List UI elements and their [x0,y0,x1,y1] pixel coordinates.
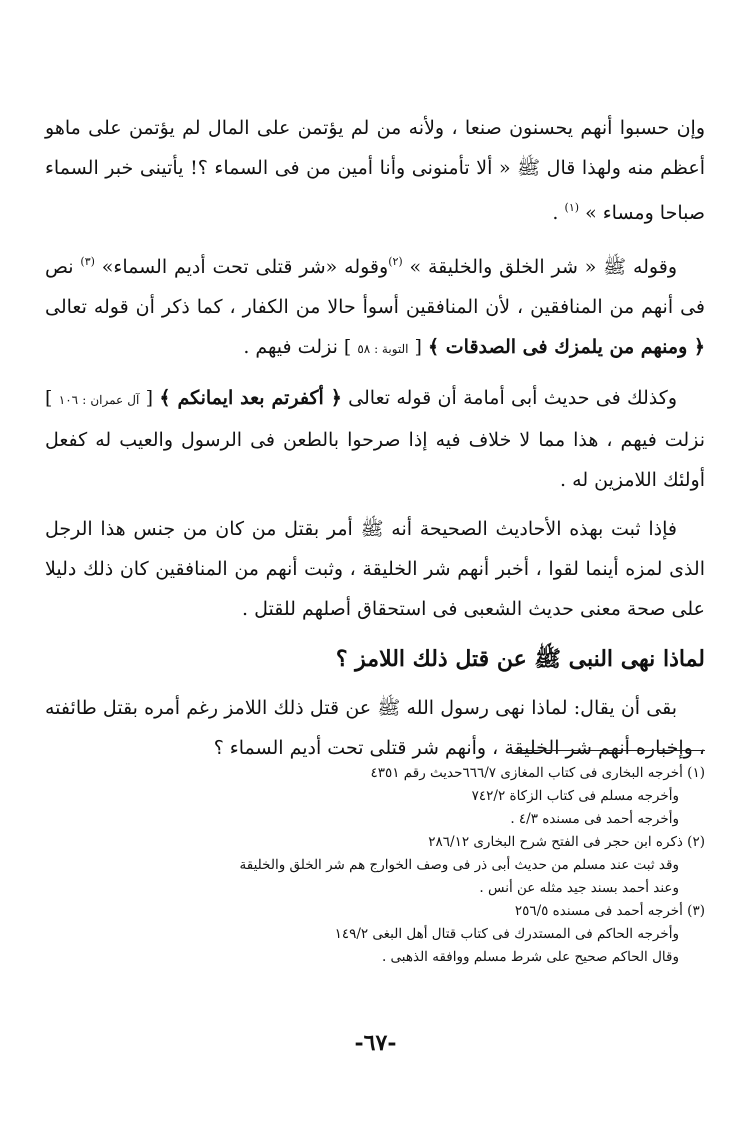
footnote-ref: (٢) [388,255,403,268]
body-paragraph [45,378,705,500]
footnote-line [45,785,705,808]
verse-reference: التوبة : ٥٨ [357,342,409,356]
footnote-text: ذكره ابن حجر فى الفتح شرح البخارى ٢٨٦/١٢ [428,834,683,850]
footnote-line [45,762,705,785]
body-paragraph [45,108,705,233]
paragraph-after-heading: بقى أن يقال: لماذا نهى رسول الله ﷺ عن قتل ذلك اللامز رغم أمره بقتل طائفته ، وإخباره أنهم شر الخليقة ، وأنهم شر قتلى تحت أديم السماء ؟ [45,697,705,759]
body-paragraph [45,509,705,629]
text-run: نص فى أنهم من المنافقين ، لأن المنافقين أسوأ حالا من الكفار ، كما ذكر أن قوله تعالى [45,256,705,318]
footnote-text: أخرجه البخارى فى كتاب المغازى ٦٦٦/٧حديث رقم ٤٣٥١ [370,765,683,781]
text-run: وإن حسبوا أنهم يحسنون صنعا ، ولأنه من لم يؤتمن على المال لم يؤتمن على ماهو أعظم منه ولهذا قال ﷺ « ألا تأمنونى وأنا أمين من فى السماء ؟! يأتينى خبر السماء صباحا ومساء » [45,117,705,224]
footnote-line [45,946,705,969]
footnote-text: وأخرجه أحمد فى مسنده ٤/٣ . [510,811,679,827]
footnote-text: وأخرجه الحاكم فى المستدرك فى كتاب قتال أهل البغى ١٤٩/٢ [334,926,679,942]
footnotes [45,762,705,969]
footnote-number: (٣) [682,903,705,919]
body-paragraph [45,242,705,369]
footnote-line [45,831,705,854]
main-text [45,108,705,777]
section-heading: لماذا نهى النبى ﷺ عن قتل ذلك اللامز ؟ [335,646,705,672]
quran-quote: ﴿ أكفرتم بعد ايمانكم ﴾ [159,387,342,409]
footnote-line [45,808,705,831]
footnote-number: (٢) [682,834,705,850]
page-number: -٦٧- [354,1030,397,1056]
text-run: [ [139,387,160,409]
text-run: وقوله «شر قتلى تحت أديم السماء» [94,256,389,278]
text-run: وقوله ﷺ « شر الخلق والخليقة » [402,256,677,278]
footnote-line [45,854,705,877]
text-run: ] نزلت فيهم ، هذا مما لا خلاف فيه إذا صرحوا بالطعن فى الرسول والعيب له كفعل أولئك اللامزين له . [45,387,705,491]
text-run: فإذا ثبت بهذه الأحاديث الصحيحة أنه ﷺ أمر بقتل من كان من جنس هذا الرجل الذى لمزه أينما لقوا ، أخبر أنهم شر الخليقة ، وثبت أنهم من المنافقين كان ذلك دليلا على صحة معنى حديث الشعبى فى استحقاق أصلهم للقتل . [45,518,705,620]
text-run: [ [408,336,429,358]
footnote-text: أخرجه أحمد فى مسنده ٢٥٦/٥ [514,903,683,919]
footnote-divider [515,750,705,751]
quran-quote: ﴿ ومنهم من يلمزك فى الصدقات ﴾ [428,336,705,358]
text-run: ] نزلت فيهم . [243,336,358,358]
text-run: . [552,202,565,224]
footnote-text: وقد ثبت عند مسلم من حديث أبى ذر فى وصف الخوارج هم شر الخلق والخليقة [239,857,679,873]
paragraphs-before-heading [45,108,705,629]
footnote-line [45,877,705,900]
footnote-line [45,923,705,946]
footnote-ref: (١) [564,201,580,214]
footnote-line [45,900,705,923]
footnote-text: وقال الحاكم صحيح على شرط مسلم ووافقه الذهبى . [381,949,679,965]
footnote-number: (١) [682,765,705,781]
footnote-text: وعند أحمد بسند جيد مثله عن أنس . [479,880,679,896]
verse-reference: آل عمران : ١٠٦ [58,393,140,407]
text-run: وكذلك فى حديث أبى أمامة أن قوله تعالى [341,387,678,409]
footnote-text: وأخرجه مسلم فى كتاب الزكاة ٧٤٢/٢ [471,788,679,804]
footnote-ref: (٣) [80,255,95,268]
